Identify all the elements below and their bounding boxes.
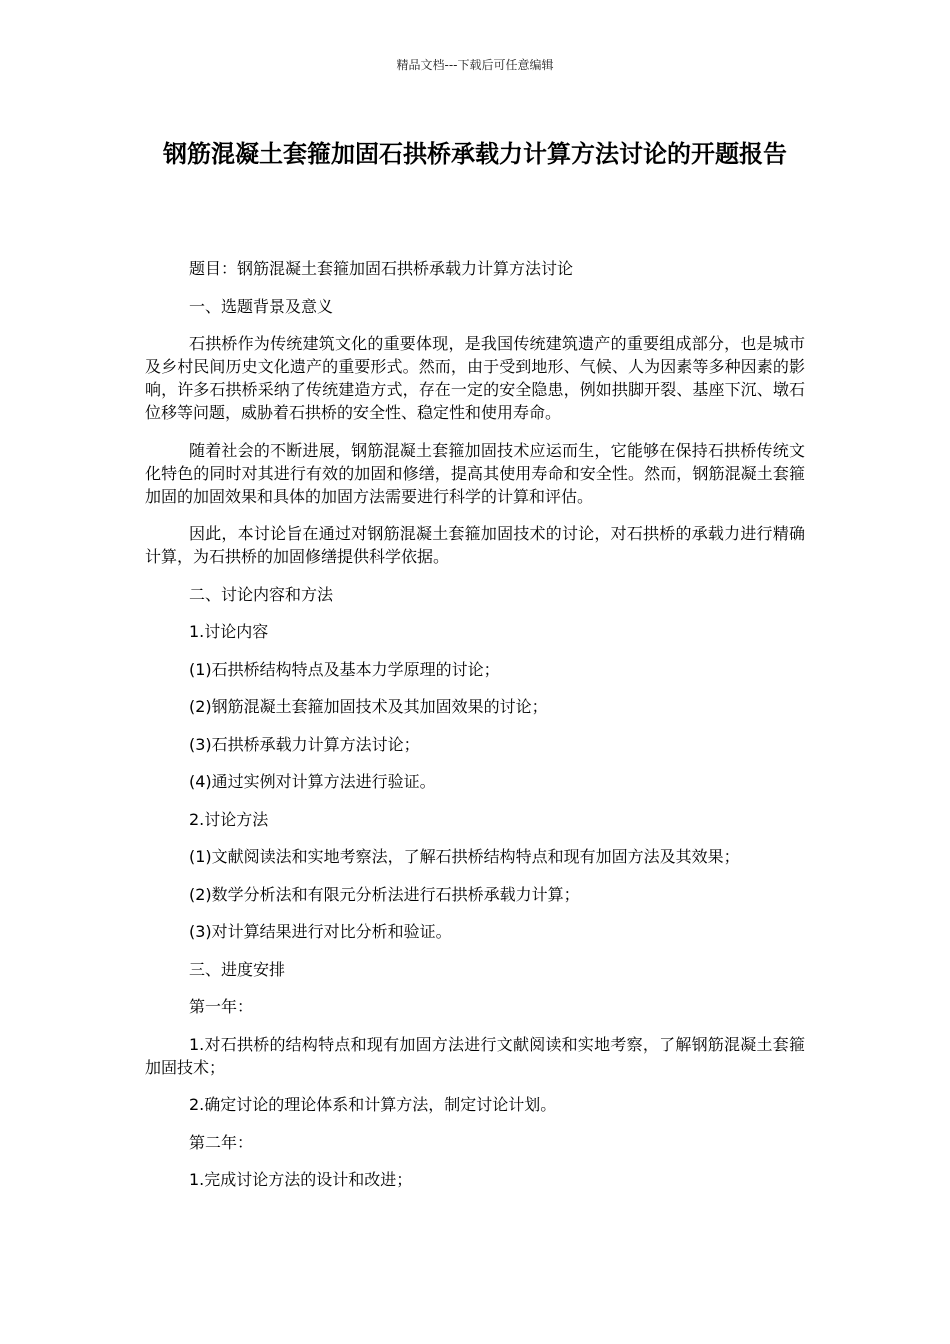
list-item: (3)对计算结果进行对比分析和验证。 (189, 922, 452, 941)
year-heading: 第一年： (189, 997, 254, 1016)
section-heading-schedule: 三、进度安排 (189, 959, 286, 979)
topic-line: 题目：钢筋混凝土套箍加固石拱桥承载力计算方法讨论 (189, 259, 574, 278)
list-item: (2)钢筋混凝土套箍加固技术及其加固效果的讨论； (189, 697, 548, 716)
body-paragraph: 随着社会的不断进展，钢筋混凝土套箍加固技术应运而生，它能够在保持石拱桥传统文化特色的同时对其进行有效的加固和修缮，提高其使用寿命和安全性。然而，钢筋混凝土套箍加固的加固效果和具体的加固方法需要进行科学的计算和评估。 (145, 440, 805, 506)
year-heading: 第二年： (189, 1132, 254, 1152)
document-title: 钢筋混凝土套箍加固石拱桥承载力计算方法讨论的开题报告 (163, 140, 787, 168)
body-paragraph: 因此，本讨论旨在通过对钢筋混凝土套箍加固技术的讨论，对石拱桥的承载力进行精确计算，为石拱桥的加固修缮提供科学依据。 (145, 524, 805, 566)
subheading-content: 1.讨论内容 (189, 622, 269, 641)
section-heading-content-methods: 二、讨论内容和方法 (189, 584, 334, 604)
list-item: 1.完成讨论方法的设计和改进； (189, 1170, 413, 1189)
list-item: (2)数学分析法和有限元分析法进行石拱桥承载力计算； (189, 884, 580, 904)
list-item: (4)通过实例对计算方法进行验证。 (189, 772, 436, 791)
list-item: (1)石拱桥结构特点及基本力学原理的讨论； (189, 659, 500, 679)
document-body (145, 257, 805, 1206)
body-paragraph: 石拱桥作为传统建筑文化的重要体现，是我国传统建筑遗产的重要组成部分，也是城市及乡村民间历史文化遗产的重要形式。然而，由于受到地形、气候、人为因素等多种因素的影响，许多石拱桥采纳了传统建造方式，存在一定的安全隐患，例如拱脚开裂、基座下沉、墩石位移等问题，威胁着石拱桥的安全性、稳定性和使用寿命。 (145, 334, 805, 422)
list-item: (1)文献阅读法和实地考察法，了解石拱桥结构特点和现有加固方法及其效果； (189, 847, 740, 866)
list-item: (3)石拱桥承载力计算方法讨论； (189, 734, 420, 754)
subheading-methods: 2.讨论方法 (189, 809, 269, 829)
list-item: 1.对石拱桥的结构特点和现有加固方法进行文献阅读和实地考察，了解钢筋混凝土套箍加固技术； (145, 1034, 805, 1077)
list-item: 2.确定讨论的理论体系和计算方法，制定讨论计划。 (189, 1095, 557, 1114)
header-note: 精品文档---下载后可任意编辑 (396, 58, 554, 72)
section-heading-background: 一、选题背景及意义 (189, 296, 334, 316)
